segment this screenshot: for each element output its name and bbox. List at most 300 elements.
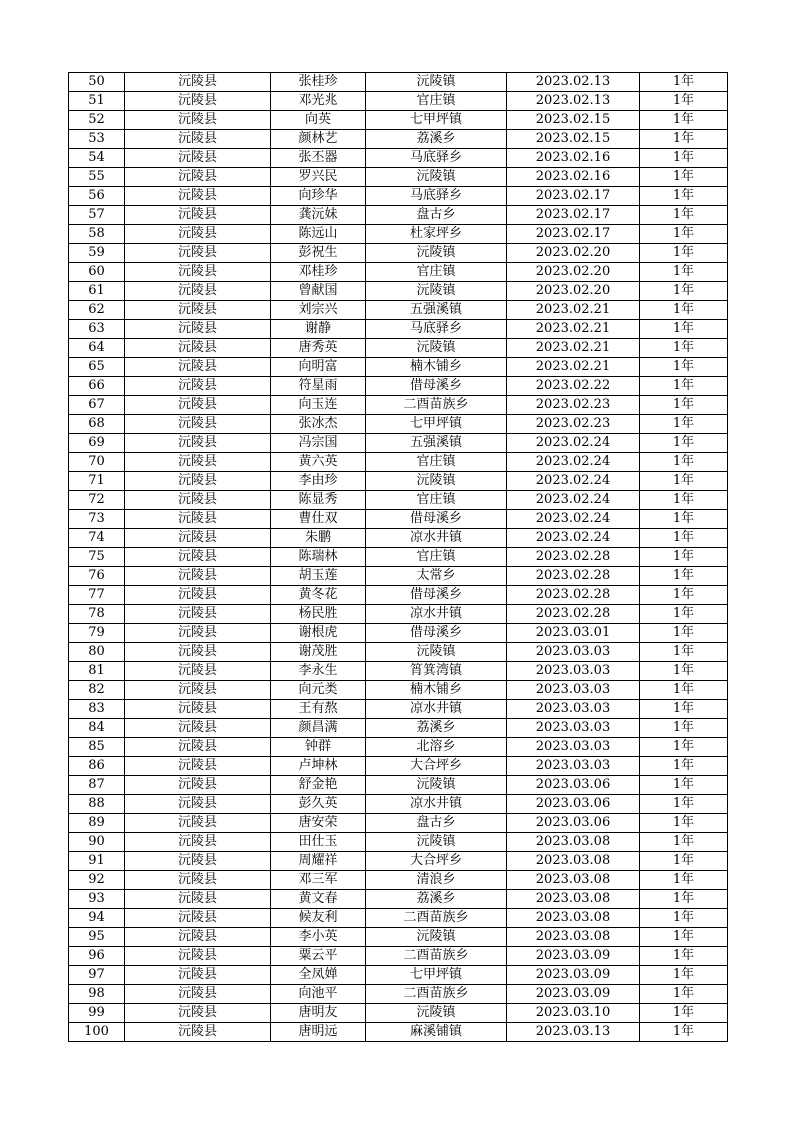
row-number-cell: 96 (69, 947, 125, 966)
date-cell: 2023.02.16 (507, 168, 640, 187)
table-row (69, 396, 728, 415)
duration-cell: 1年 (640, 548, 728, 567)
town-cell: 沅陵镇 (366, 643, 507, 662)
date-cell: 2023.02.13 (507, 73, 640, 92)
name-cell: 颜昌满 (271, 719, 366, 738)
county-cell: 沅陵县 (125, 605, 271, 624)
row-number-cell: 62 (69, 301, 125, 320)
table-row (69, 548, 728, 567)
row-number-cell: 71 (69, 472, 125, 491)
date-cell: 2023.02.20 (507, 244, 640, 263)
row-number-cell: 68 (69, 415, 125, 434)
duration-cell: 1年 (640, 225, 728, 244)
duration-cell: 1年 (640, 396, 728, 415)
county-cell: 沅陵县 (125, 149, 271, 168)
name-cell: 黄冬花 (271, 586, 366, 605)
county-cell: 沅陵县 (125, 833, 271, 852)
row-number-cell: 66 (69, 377, 125, 396)
date-cell: 2023.02.20 (507, 263, 640, 282)
name-cell: 罗兴民 (271, 168, 366, 187)
town-cell: 凉水井镇 (366, 605, 507, 624)
date-cell: 2023.02.17 (507, 206, 640, 225)
duration-cell: 1年 (640, 377, 728, 396)
table-row (69, 206, 728, 225)
table-row (69, 605, 728, 624)
town-cell: 麻溪铺镇 (366, 1023, 507, 1042)
county-cell: 沅陵县 (125, 814, 271, 833)
table-row (69, 263, 728, 282)
county-cell: 沅陵县 (125, 206, 271, 225)
row-number-cell: 99 (69, 1004, 125, 1023)
town-cell: 凉水井镇 (366, 795, 507, 814)
table-row (69, 833, 728, 852)
row-number-cell: 98 (69, 985, 125, 1004)
county-cell: 沅陵县 (125, 320, 271, 339)
duration-cell: 1年 (640, 928, 728, 947)
row-number-cell: 53 (69, 130, 125, 149)
town-cell: 北溶乡 (366, 738, 507, 757)
county-cell: 沅陵县 (125, 73, 271, 92)
table-row (69, 168, 728, 187)
duration-cell: 1年 (640, 795, 728, 814)
town-cell: 借母溪乡 (366, 510, 507, 529)
table-row (69, 73, 728, 92)
county-cell: 沅陵县 (125, 358, 271, 377)
town-cell: 二酉苗族乡 (366, 985, 507, 1004)
duration-cell: 1年 (640, 966, 728, 985)
county-cell: 沅陵县 (125, 244, 271, 263)
table-row (69, 301, 728, 320)
row-number-cell: 93 (69, 890, 125, 909)
duration-cell: 1年 (640, 130, 728, 149)
town-cell: 筲箕湾镇 (366, 662, 507, 681)
row-number-cell: 89 (69, 814, 125, 833)
table-row (69, 320, 728, 339)
date-cell: 2023.02.21 (507, 320, 640, 339)
row-number-cell: 65 (69, 358, 125, 377)
county-cell: 沅陵县 (125, 795, 271, 814)
name-cell: 王有熬 (271, 700, 366, 719)
county-cell: 沅陵县 (125, 396, 271, 415)
county-cell: 沅陵县 (125, 985, 271, 1004)
table-row (69, 681, 728, 700)
row-number-cell: 64 (69, 339, 125, 358)
name-cell: 唐明友 (271, 1004, 366, 1023)
date-cell: 2023.02.21 (507, 339, 640, 358)
duration-cell: 1年 (640, 605, 728, 624)
row-number-cell: 72 (69, 491, 125, 510)
county-cell: 沅陵县 (125, 282, 271, 301)
date-cell: 2023.03.06 (507, 814, 640, 833)
duration-cell: 1年 (640, 358, 728, 377)
date-cell: 2023.03.03 (507, 757, 640, 776)
town-cell: 借母溪乡 (366, 586, 507, 605)
duration-cell: 1年 (640, 472, 728, 491)
date-cell: 2023.02.24 (507, 491, 640, 510)
row-number-cell: 94 (69, 909, 125, 928)
row-number-cell: 52 (69, 111, 125, 130)
name-cell: 卢坤林 (271, 757, 366, 776)
duration-cell: 1年 (640, 434, 728, 453)
duration-cell: 1年 (640, 415, 728, 434)
duration-cell: 1年 (640, 1023, 728, 1042)
name-cell: 龚沅妹 (271, 206, 366, 225)
date-cell: 2023.02.23 (507, 415, 640, 434)
town-cell: 沅陵镇 (366, 1004, 507, 1023)
table-row (69, 852, 728, 871)
county-cell: 沅陵县 (125, 548, 271, 567)
county-cell: 沅陵县 (125, 681, 271, 700)
row-number-cell: 92 (69, 871, 125, 890)
town-cell: 官庄镇 (366, 263, 507, 282)
date-cell: 2023.02.28 (507, 586, 640, 605)
table-row (69, 985, 728, 1004)
row-number-cell: 59 (69, 244, 125, 263)
table-row (69, 567, 728, 586)
row-number-cell: 88 (69, 795, 125, 814)
date-cell: 2023.02.15 (507, 130, 640, 149)
county-cell: 沅陵县 (125, 301, 271, 320)
name-cell: 周耀祥 (271, 852, 366, 871)
table-row (69, 1023, 728, 1042)
town-cell: 二酉苗族乡 (366, 396, 507, 415)
town-cell: 盘古乡 (366, 814, 507, 833)
row-number-cell: 90 (69, 833, 125, 852)
town-cell: 大合坪乡 (366, 852, 507, 871)
row-number-cell: 77 (69, 586, 125, 605)
date-cell: 2023.02.24 (507, 453, 640, 472)
town-cell: 七甲坪镇 (366, 111, 507, 130)
duration-cell: 1年 (640, 700, 728, 719)
date-cell: 2023.03.03 (507, 662, 640, 681)
row-number-cell: 76 (69, 567, 125, 586)
town-cell: 沅陵镇 (366, 472, 507, 491)
county-cell: 沅陵县 (125, 168, 271, 187)
duration-cell: 1年 (640, 282, 728, 301)
county-cell: 沅陵县 (125, 92, 271, 111)
date-cell: 2023.03.09 (507, 947, 640, 966)
town-cell: 七甲坪镇 (366, 415, 507, 434)
town-cell: 马底驿乡 (366, 149, 507, 168)
county-cell: 沅陵县 (125, 187, 271, 206)
county-cell: 沅陵县 (125, 434, 271, 453)
county-cell: 沅陵县 (125, 415, 271, 434)
name-cell: 曹仕双 (271, 510, 366, 529)
name-cell: 向玉连 (271, 396, 366, 415)
date-cell: 2023.02.15 (507, 111, 640, 130)
row-number-cell: 50 (69, 73, 125, 92)
date-cell: 2023.03.09 (507, 985, 640, 1004)
town-cell: 太常乡 (366, 567, 507, 586)
date-cell: 2023.02.17 (507, 225, 640, 244)
row-number-cell: 60 (69, 263, 125, 282)
name-cell: 陈远山 (271, 225, 366, 244)
duration-cell: 1年 (640, 662, 728, 681)
table-row (69, 947, 728, 966)
county-cell: 沅陵县 (125, 1023, 271, 1042)
date-cell: 2023.02.24 (507, 472, 640, 491)
date-cell: 2023.02.24 (507, 434, 640, 453)
duration-cell: 1年 (640, 890, 728, 909)
row-number-cell: 83 (69, 700, 125, 719)
row-number-cell: 78 (69, 605, 125, 624)
name-cell: 谢根虎 (271, 624, 366, 643)
date-cell: 2023.02.28 (507, 548, 640, 567)
table-row (69, 244, 728, 263)
duration-cell: 1年 (640, 301, 728, 320)
date-cell: 2023.02.24 (507, 529, 640, 548)
row-number-cell: 86 (69, 757, 125, 776)
town-cell: 楠木铺乡 (366, 358, 507, 377)
duration-cell: 1年 (640, 985, 728, 1004)
county-cell: 沅陵县 (125, 928, 271, 947)
date-cell: 2023.02.21 (507, 358, 640, 377)
date-cell: 2023.02.24 (507, 510, 640, 529)
row-number-cell: 57 (69, 206, 125, 225)
name-cell: 唐明远 (271, 1023, 366, 1042)
table-row (69, 1004, 728, 1023)
name-cell: 全凤婵 (271, 966, 366, 985)
town-cell: 借母溪乡 (366, 377, 507, 396)
town-cell: 荔溪乡 (366, 130, 507, 149)
duration-cell: 1年 (640, 73, 728, 92)
table-row (69, 738, 728, 757)
duration-cell: 1年 (640, 187, 728, 206)
county-cell: 沅陵县 (125, 567, 271, 586)
table-row (69, 529, 728, 548)
date-cell: 2023.03.03 (507, 719, 640, 738)
town-cell: 荔溪乡 (366, 719, 507, 738)
name-cell: 李永生 (271, 662, 366, 681)
name-cell: 钟群 (271, 738, 366, 757)
duration-cell: 1年 (640, 586, 728, 605)
duration-cell: 1年 (640, 1004, 728, 1023)
date-cell: 2023.02.21 (507, 301, 640, 320)
table-row (69, 662, 728, 681)
county-cell: 沅陵县 (125, 871, 271, 890)
table-row (69, 814, 728, 833)
duration-cell: 1年 (640, 206, 728, 225)
duration-cell: 1年 (640, 263, 728, 282)
row-number-cell: 81 (69, 662, 125, 681)
town-cell: 官庄镇 (366, 548, 507, 567)
county-cell: 沅陵县 (125, 339, 271, 358)
town-cell: 沅陵镇 (366, 833, 507, 852)
name-cell: 黄文春 (271, 890, 366, 909)
table-row (69, 776, 728, 795)
county-cell: 沅陵县 (125, 529, 271, 548)
duration-cell: 1年 (640, 567, 728, 586)
county-cell: 沅陵县 (125, 890, 271, 909)
table-row (69, 795, 728, 814)
duration-cell: 1年 (640, 833, 728, 852)
county-cell: 沅陵县 (125, 852, 271, 871)
name-cell: 向元类 (271, 681, 366, 700)
name-cell: 符星雨 (271, 377, 366, 396)
table-row (69, 111, 728, 130)
table-row (69, 491, 728, 510)
table-row (69, 434, 728, 453)
date-cell: 2023.03.03 (507, 643, 640, 662)
duration-cell: 1年 (640, 681, 728, 700)
row-number-cell: 70 (69, 453, 125, 472)
county-cell: 沅陵县 (125, 377, 271, 396)
records-table (68, 72, 728, 1042)
name-cell: 谢茂胜 (271, 643, 366, 662)
town-cell: 大合坪乡 (366, 757, 507, 776)
table-row (69, 586, 728, 605)
name-cell: 张冰杰 (271, 415, 366, 434)
county-cell: 沅陵县 (125, 966, 271, 985)
duration-cell: 1年 (640, 909, 728, 928)
date-cell: 2023.03.09 (507, 966, 640, 985)
row-number-cell: 63 (69, 320, 125, 339)
table-row (69, 624, 728, 643)
name-cell: 粟云平 (271, 947, 366, 966)
duration-cell: 1年 (640, 624, 728, 643)
row-number-cell: 69 (69, 434, 125, 453)
name-cell: 邓光兆 (271, 92, 366, 111)
town-cell: 马底驿乡 (366, 320, 507, 339)
county-cell: 沅陵县 (125, 643, 271, 662)
row-number-cell: 51 (69, 92, 125, 111)
duration-cell: 1年 (640, 871, 728, 890)
duration-cell: 1年 (640, 757, 728, 776)
county-cell: 沅陵县 (125, 111, 271, 130)
row-number-cell: 85 (69, 738, 125, 757)
duration-cell: 1年 (640, 491, 728, 510)
row-number-cell: 91 (69, 852, 125, 871)
table-row (69, 472, 728, 491)
duration-cell: 1年 (640, 453, 728, 472)
records-table-body (69, 73, 728, 1042)
name-cell: 张丕器 (271, 149, 366, 168)
date-cell: 2023.03.06 (507, 776, 640, 795)
date-cell: 2023.02.20 (507, 282, 640, 301)
name-cell: 舒金艳 (271, 776, 366, 795)
duration-cell: 1年 (640, 947, 728, 966)
county-cell: 沅陵县 (125, 719, 271, 738)
town-cell: 清浪乡 (366, 871, 507, 890)
county-cell: 沅陵县 (125, 757, 271, 776)
town-cell: 马底驿乡 (366, 187, 507, 206)
name-cell: 向英 (271, 111, 366, 130)
town-cell: 借母溪乡 (366, 624, 507, 643)
town-cell: 沅陵镇 (366, 776, 507, 795)
row-number-cell: 84 (69, 719, 125, 738)
county-cell: 沅陵县 (125, 130, 271, 149)
table-row (69, 149, 728, 168)
town-cell: 凉水井镇 (366, 700, 507, 719)
county-cell: 沅陵县 (125, 472, 271, 491)
name-cell: 冯宗国 (271, 434, 366, 453)
name-cell: 陈瑞林 (271, 548, 366, 567)
duration-cell: 1年 (640, 643, 728, 662)
date-cell: 2023.03.08 (507, 890, 640, 909)
date-cell: 2023.02.13 (507, 92, 640, 111)
table-row (69, 643, 728, 662)
county-cell: 沅陵县 (125, 510, 271, 529)
date-cell: 2023.02.28 (507, 605, 640, 624)
date-cell: 2023.02.17 (507, 187, 640, 206)
date-cell: 2023.03.06 (507, 795, 640, 814)
town-cell: 官庄镇 (366, 453, 507, 472)
table-row (69, 928, 728, 947)
county-cell: 沅陵县 (125, 491, 271, 510)
row-number-cell: 61 (69, 282, 125, 301)
name-cell: 唐安荣 (271, 814, 366, 833)
row-number-cell: 87 (69, 776, 125, 795)
name-cell: 陈显秀 (271, 491, 366, 510)
date-cell: 2023.02.28 (507, 567, 640, 586)
table-row (69, 339, 728, 358)
table-row (69, 453, 728, 472)
table-row (69, 757, 728, 776)
town-cell: 楠木铺乡 (366, 681, 507, 700)
duration-cell: 1年 (640, 529, 728, 548)
table-row (69, 719, 728, 738)
row-number-cell: 58 (69, 225, 125, 244)
name-cell: 胡玉莲 (271, 567, 366, 586)
table-row (69, 890, 728, 909)
row-number-cell: 55 (69, 168, 125, 187)
table-row (69, 92, 728, 111)
name-cell: 曾献国 (271, 282, 366, 301)
name-cell: 彭祝生 (271, 244, 366, 263)
row-number-cell: 97 (69, 966, 125, 985)
name-cell: 朱鹏 (271, 529, 366, 548)
duration-cell: 1年 (640, 111, 728, 130)
town-cell: 沅陵镇 (366, 168, 507, 187)
name-cell: 候友利 (271, 909, 366, 928)
table-row (69, 282, 728, 301)
town-cell: 二酉苗族乡 (366, 947, 507, 966)
town-cell: 七甲坪镇 (366, 966, 507, 985)
row-number-cell: 54 (69, 149, 125, 168)
table-row (69, 130, 728, 149)
table-row (69, 358, 728, 377)
town-cell: 盘古乡 (366, 206, 507, 225)
duration-cell: 1年 (640, 776, 728, 795)
table-row (69, 187, 728, 206)
town-cell: 凉水井镇 (366, 529, 507, 548)
name-cell: 刘宗兴 (271, 301, 366, 320)
town-cell: 二酉苗族乡 (366, 909, 507, 928)
name-cell: 向池平 (271, 985, 366, 1004)
name-cell: 黄六英 (271, 453, 366, 472)
county-cell: 沅陵县 (125, 947, 271, 966)
row-number-cell: 73 (69, 510, 125, 529)
row-number-cell: 82 (69, 681, 125, 700)
table-row (69, 909, 728, 928)
date-cell: 2023.02.22 (507, 377, 640, 396)
county-cell: 沅陵县 (125, 700, 271, 719)
name-cell: 颜林艺 (271, 130, 366, 149)
county-cell: 沅陵县 (125, 909, 271, 928)
name-cell: 邓桂珍 (271, 263, 366, 282)
date-cell: 2023.03.01 (507, 624, 640, 643)
table-row (69, 510, 728, 529)
row-number-cell: 67 (69, 396, 125, 415)
county-cell: 沅陵县 (125, 263, 271, 282)
table-row (69, 700, 728, 719)
town-cell: 五强溪镇 (366, 301, 507, 320)
town-cell: 官庄镇 (366, 92, 507, 111)
name-cell: 邓三军 (271, 871, 366, 890)
date-cell: 2023.03.08 (507, 928, 640, 947)
county-cell: 沅陵县 (125, 776, 271, 795)
row-number-cell: 74 (69, 529, 125, 548)
